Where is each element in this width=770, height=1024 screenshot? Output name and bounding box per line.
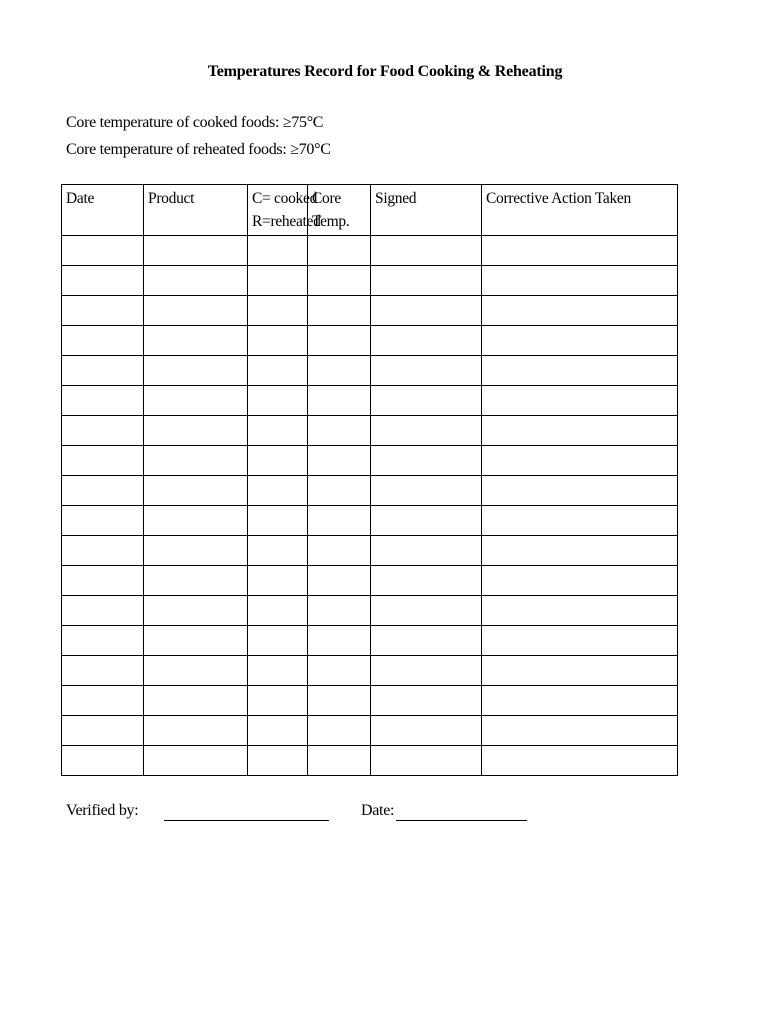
- product-cell[interactable]: [144, 686, 248, 716]
- core-temp-cell[interactable]: [308, 326, 371, 356]
- signed-cell[interactable]: [371, 476, 482, 506]
- table-row: [62, 356, 678, 386]
- table-row: [62, 536, 678, 566]
- column-header-core-temp: Core Temp.: [308, 185, 371, 236]
- signed-cell[interactable]: [371, 386, 482, 416]
- core-temp-cell[interactable]: [308, 596, 371, 626]
- signed-cell[interactable]: [371, 326, 482, 356]
- corrective-action-cell[interactable]: [482, 596, 678, 626]
- table-row: [62, 566, 678, 596]
- date-cell[interactable]: [62, 596, 144, 626]
- table-row: [62, 446, 678, 476]
- core-temp-reheated-text: Core temperature of reheated foods: ≥70°C: [66, 141, 331, 158]
- table-row: [62, 266, 678, 296]
- cooked-reheated-cell[interactable]: [248, 326, 308, 356]
- product-cell[interactable]: [144, 536, 248, 566]
- table-row: [62, 236, 678, 266]
- date-cell[interactable]: [62, 236, 144, 266]
- product-cell[interactable]: [144, 626, 248, 656]
- cooked-reheated-cell[interactable]: [248, 716, 308, 746]
- core-temp-cell[interactable]: [308, 506, 371, 536]
- date-cell[interactable]: [62, 296, 144, 326]
- signed-cell[interactable]: [371, 446, 482, 476]
- signed-cell[interactable]: [371, 266, 482, 296]
- date-cell[interactable]: [62, 626, 144, 656]
- table-row: [62, 476, 678, 506]
- product-cell[interactable]: [144, 476, 248, 506]
- date-cell[interactable]: [62, 506, 144, 536]
- corrective-action-cell[interactable]: [482, 386, 678, 416]
- date-cell[interactable]: [62, 746, 144, 776]
- cooked-reheated-cell[interactable]: [248, 506, 308, 536]
- page-title: Temperatures Record for Food Cooking & Reheating: [207, 63, 563, 80]
- cooked-reheated-cell[interactable]: [248, 266, 308, 296]
- corrective-action-cell[interactable]: [482, 536, 678, 566]
- core-temp-cell[interactable]: [308, 386, 371, 416]
- core-temp-cell[interactable]: [308, 296, 371, 326]
- core-temp-cell[interactable]: [308, 656, 371, 686]
- column-header-product: Product: [144, 185, 248, 236]
- column-header-corrective-action: Corrective Action Taken: [482, 185, 678, 236]
- cooked-reheated-cell[interactable]: [248, 656, 308, 686]
- date-cell[interactable]: [62, 656, 144, 686]
- table-row: [62, 716, 678, 746]
- product-cell[interactable]: [144, 566, 248, 596]
- table-row: [62, 596, 678, 626]
- date-cell[interactable]: [62, 686, 144, 716]
- column-header-cooked-label: C= cooked: [252, 190, 318, 207]
- core-temp-cell[interactable]: [308, 566, 371, 596]
- corrective-action-cell[interactable]: [482, 656, 678, 686]
- cooked-reheated-cell[interactable]: [248, 686, 308, 716]
- core-temp-cell[interactable]: [308, 536, 371, 566]
- table-row: [62, 506, 678, 536]
- product-cell[interactable]: [144, 386, 248, 416]
- cooked-reheated-cell[interactable]: [248, 536, 308, 566]
- product-cell[interactable]: [144, 296, 248, 326]
- core-temp-cell[interactable]: [308, 266, 371, 296]
- cooked-reheated-cell[interactable]: [248, 626, 308, 656]
- corrective-action-cell[interactable]: [482, 626, 678, 656]
- column-header-cooked-reheated: [248, 185, 321, 236]
- signed-cell[interactable]: [371, 746, 482, 776]
- core-temp-cooked-text: Core temperature of cooked foods: ≥75°C: [66, 114, 324, 131]
- cooked-reheated-cell[interactable]: [248, 476, 308, 506]
- product-cell[interactable]: [144, 266, 248, 296]
- product-cell[interactable]: [144, 596, 248, 626]
- table-body: [62, 236, 678, 776]
- cooked-reheated-cell[interactable]: [248, 236, 308, 266]
- product-cell[interactable]: [144, 716, 248, 746]
- core-temp-cell[interactable]: [308, 716, 371, 746]
- core-temp-cell[interactable]: [308, 686, 371, 716]
- table-row: [62, 746, 678, 776]
- corrective-action-cell[interactable]: [482, 716, 678, 746]
- corrective-action-cell[interactable]: [482, 446, 678, 476]
- core-temp-cell[interactable]: [308, 416, 371, 446]
- signed-cell[interactable]: [371, 296, 482, 326]
- table-row: [62, 326, 678, 356]
- core-temp-cell[interactable]: [308, 236, 371, 266]
- cooked-reheated-cell[interactable]: [248, 296, 308, 326]
- corrective-action-cell[interactable]: [482, 236, 678, 266]
- core-temp-cell[interactable]: [308, 356, 371, 386]
- corrective-action-cell[interactable]: [482, 566, 678, 596]
- product-cell[interactable]: [144, 746, 248, 776]
- column-header-date: Date: [62, 185, 144, 236]
- date-cell[interactable]: [62, 476, 144, 506]
- signed-cell[interactable]: [371, 686, 482, 716]
- corrective-action-cell[interactable]: [482, 326, 678, 356]
- cooked-reheated-cell[interactable]: [248, 746, 308, 776]
- corrective-action-cell[interactable]: [482, 746, 678, 776]
- signed-cell[interactable]: [371, 716, 482, 746]
- core-temp-cell[interactable]: [308, 476, 371, 506]
- corrective-action-cell[interactable]: [482, 356, 678, 386]
- corrective-action-cell[interactable]: [482, 296, 678, 326]
- cooked-reheated-cell[interactable]: [248, 596, 308, 626]
- table-header-row: [62, 185, 678, 236]
- product-cell[interactable]: [144, 236, 248, 266]
- temperature-record-table: [61, 184, 678, 776]
- product-cell[interactable]: [144, 326, 248, 356]
- product-cell[interactable]: [144, 656, 248, 686]
- corrective-action-cell[interactable]: [482, 416, 678, 446]
- date-cell[interactable]: [62, 356, 144, 386]
- core-temp-cell[interactable]: [308, 626, 371, 656]
- core-temp-cell[interactable]: [308, 746, 371, 776]
- signed-cell[interactable]: [371, 626, 482, 656]
- product-cell[interactable]: [144, 416, 248, 446]
- product-cell[interactable]: [144, 356, 248, 386]
- corrective-action-cell[interactable]: [482, 476, 678, 506]
- table-row: [62, 416, 678, 446]
- date-cell[interactable]: [62, 416, 144, 446]
- core-temp-cell[interactable]: [308, 446, 371, 476]
- cooked-reheated-cell[interactable]: [248, 356, 308, 386]
- corrective-action-cell[interactable]: [482, 686, 678, 716]
- signed-cell[interactable]: [371, 506, 482, 536]
- table-row: [62, 626, 678, 656]
- date-cell[interactable]: [62, 266, 144, 296]
- date-cell[interactable]: [62, 326, 144, 356]
- date-cell[interactable]: [62, 446, 144, 476]
- product-cell[interactable]: [144, 446, 248, 476]
- column-header-signed: Signed: [371, 185, 482, 236]
- cooked-reheated-cell[interactable]: [248, 386, 308, 416]
- column-header-reheated-label: R=reheated: [252, 213, 321, 230]
- product-cell[interactable]: [144, 506, 248, 536]
- table-row: [62, 656, 678, 686]
- verified-by-signature-line[interactable]: [164, 820, 329, 821]
- cooked-reheated-cell[interactable]: [248, 446, 308, 476]
- corrective-action-cell[interactable]: [482, 266, 678, 296]
- signed-cell[interactable]: [371, 536, 482, 566]
- corrective-action-cell[interactable]: [482, 506, 678, 536]
- date-cell[interactable]: [62, 536, 144, 566]
- table-row: [62, 386, 678, 416]
- table-row: [62, 296, 678, 326]
- signed-cell[interactable]: [371, 596, 482, 626]
- signed-cell[interactable]: [371, 656, 482, 686]
- signed-cell[interactable]: [371, 236, 482, 266]
- cooked-reheated-cell[interactable]: [248, 416, 308, 446]
- date-cell[interactable]: [62, 566, 144, 596]
- table-row: [62, 686, 678, 716]
- footer-date-line[interactable]: [396, 820, 527, 821]
- date-cell[interactable]: [62, 716, 144, 746]
- verified-by-label: Verified by:: [66, 802, 139, 819]
- signed-cell[interactable]: [371, 356, 482, 386]
- date-cell[interactable]: [62, 386, 144, 416]
- signed-cell[interactable]: [371, 566, 482, 596]
- footer-date-label: Date:: [361, 802, 395, 819]
- cooked-reheated-cell[interactable]: [248, 566, 308, 596]
- signed-cell[interactable]: [371, 416, 482, 446]
